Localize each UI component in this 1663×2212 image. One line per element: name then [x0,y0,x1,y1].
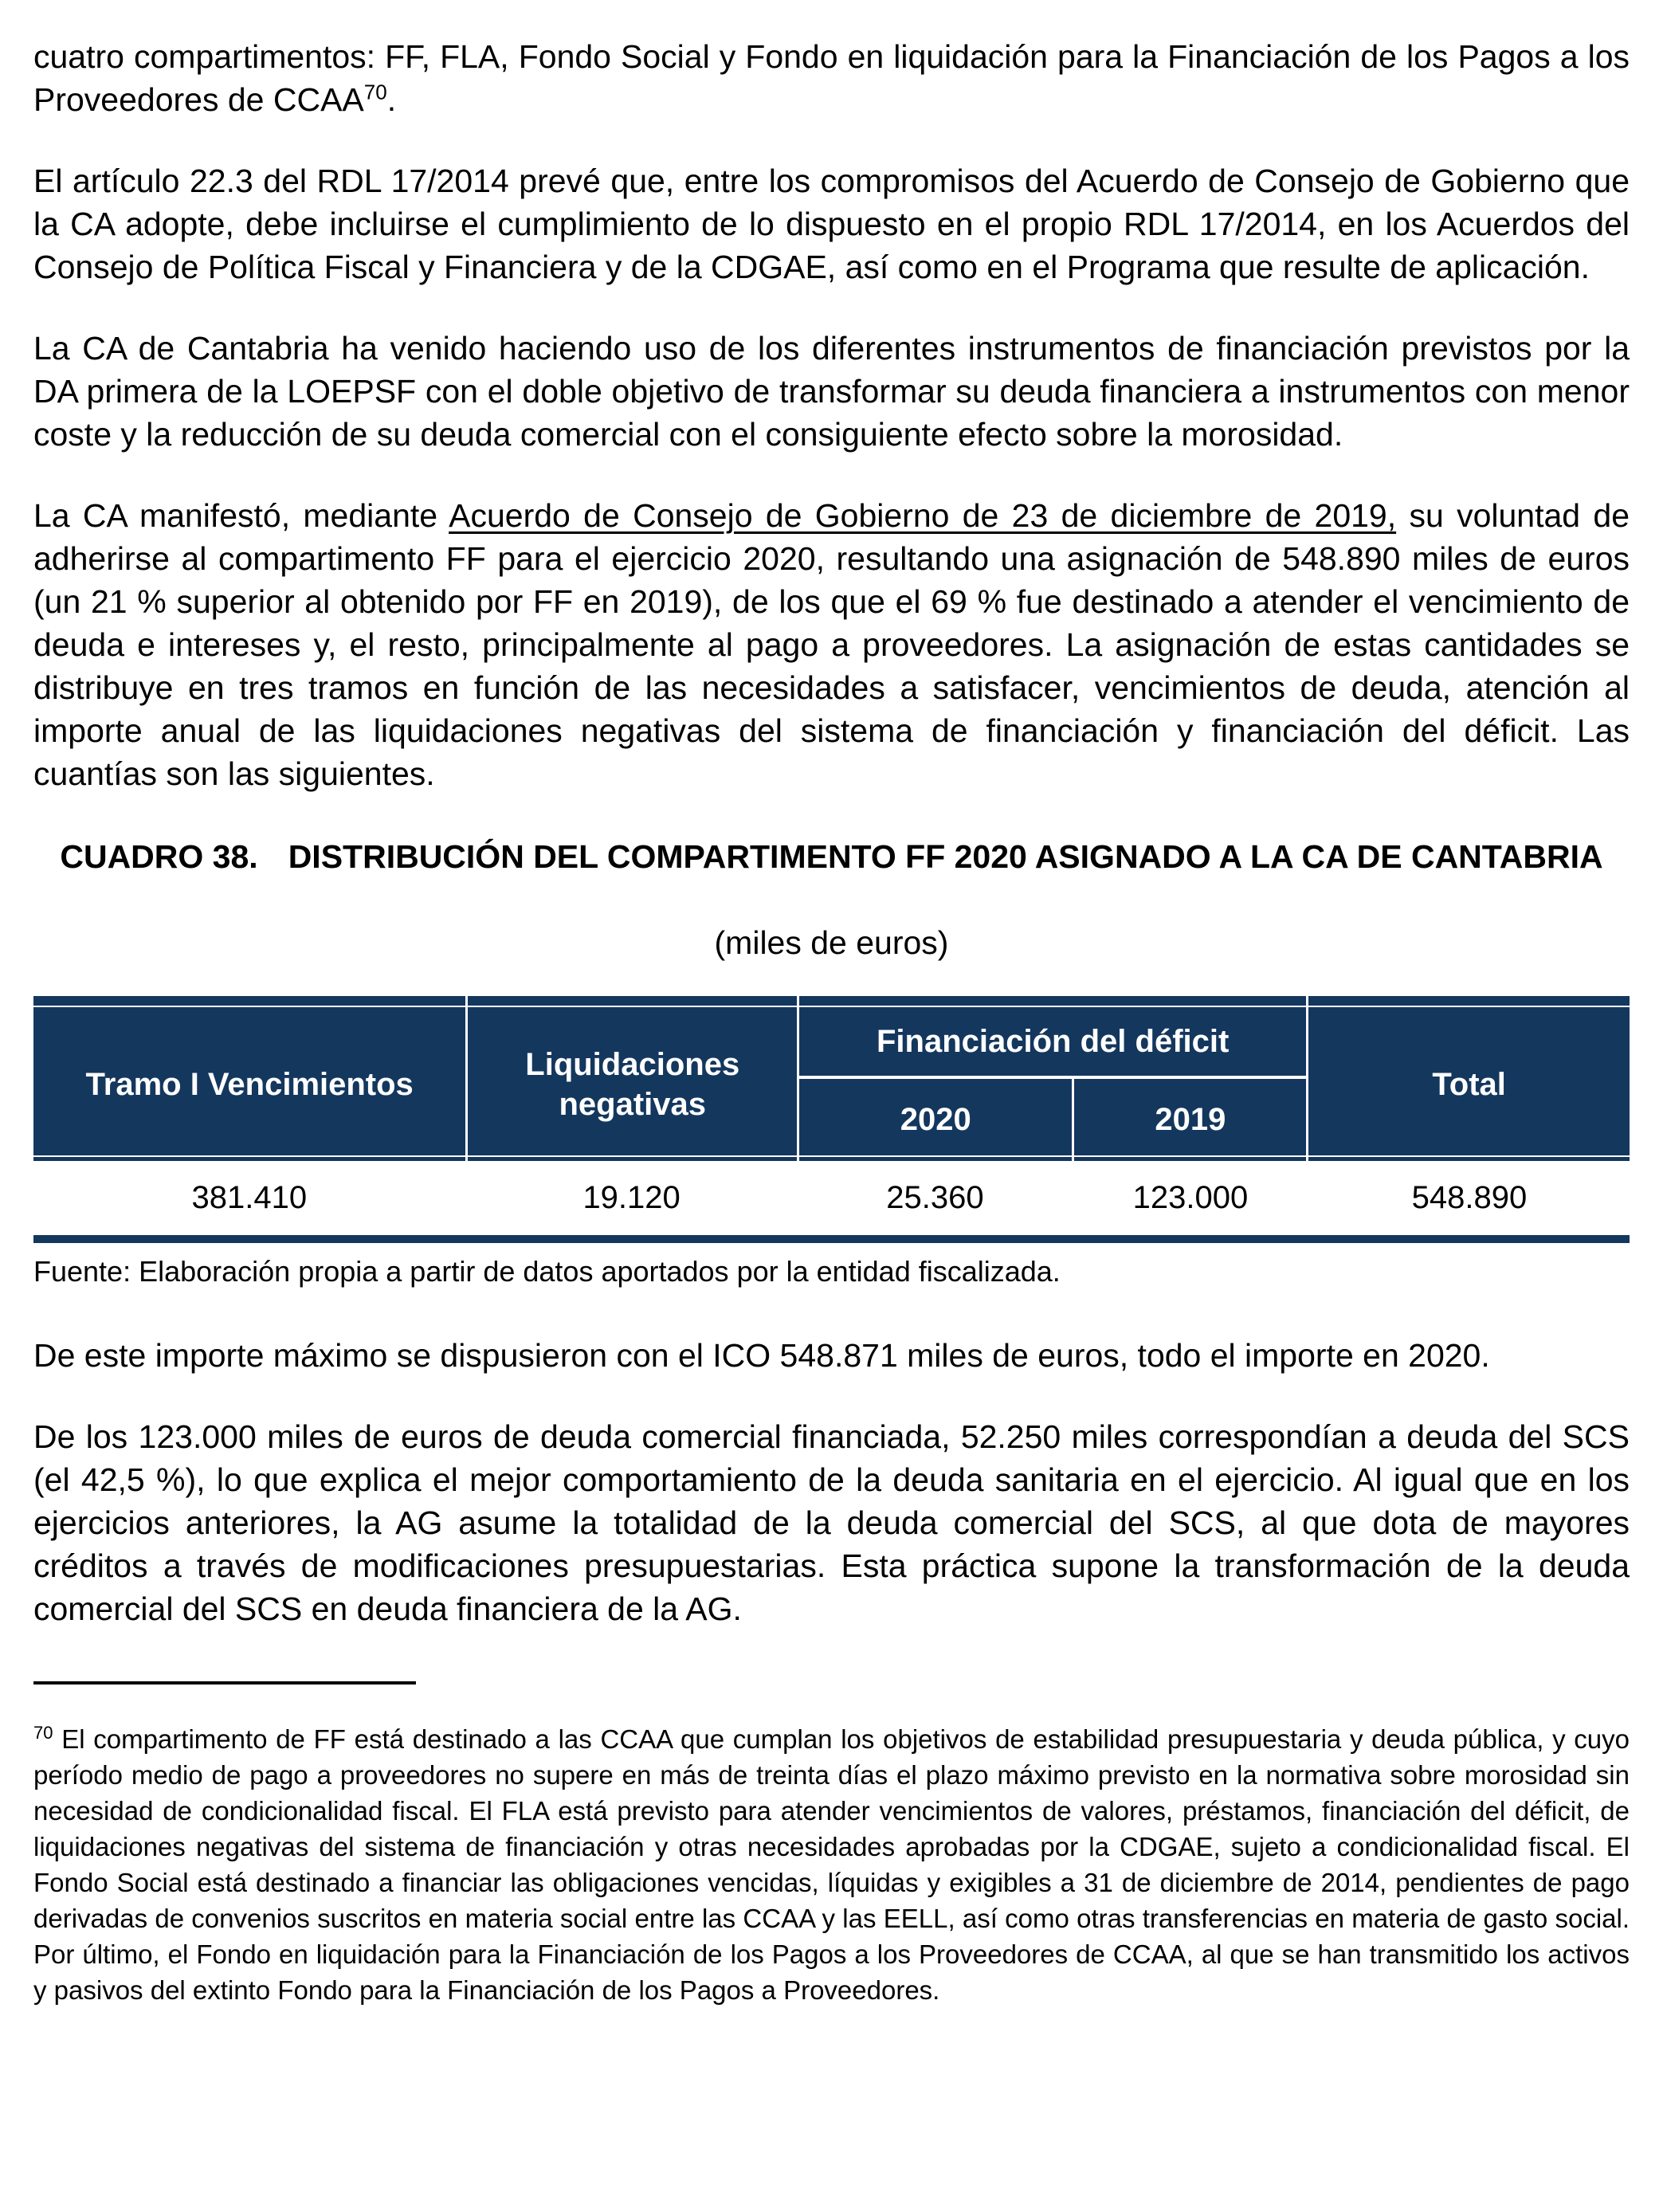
footnote-70-text: El compartimento de FF está destinado a las CCAA que cumplan los objetivos de estabilidad presupuestaria y deuda pública, y cuyo período medio de pago a proveedores no supere en más de treinta días el plazo máximo previsto en la normativa sobre morosidad sin necesidad de condicionalidad fiscal. El FLA está previsto para atender vencimientos de valores, préstamos, financiación del déficit, de liquidaciones negativas del sistema de financiación y otras necesidades aprobadas por la CDGAE, sujeto a condicionalidad fiscal. El Fondo Social está destinado a financiar las obligaciones vencidas, líquidas y exigibles a 31 de diciembre de 2014, pendientes de pago derivadas de convenios suscritos en materia social entre las CCAA y las EELL, así como otras transferencias en materia de gasto social. Por último, el Fondo en liquidación para la Financiación de los Pagos a los Proveedores de CCAA, al que se han transmitido los activos y pasivos del extinto Fondo para la Financiación de los Pagos a Proveedores. [33,1724,1630,2005]
table-caption-title: DISTRIBUCIÓN DEL COMPARTIMENTO FF 2020 ASIGNADO A LA CA DE CANTABRIA [288,838,1603,875]
table-header-total: Total [1308,996,1630,1161]
paragraph-acuerdo-after: su voluntad de adherirse al compartimento FF para el ejercicio 2020, resultando una asignación de 548.890 miles de euros (un 21 % superior al obtenido por FF en 2019), de los que el 69 % fue destinado a atender el vencimiento de deuda e intereses y, el resto, principalmente al pago a proveedores. La asignación de estas cantidades se distribuye en tres tramos en función de las necesidades a satisfacer, vencimientos de deuda, atención al importe anual de las liquidaciones negativas del sistema de financiación y financiación del déficit. Las cuantías son las siguientes. [33,497,1630,792]
paragraph-deuda-comercial: De los 123.000 miles de euros de deuda comercial financiada, 52.250 miles correspondían a deuda del SCS (el 42,5 %), lo que explica el mejor comportamiento de la deuda sanitaria en el ejercicio. Al igual que en los ejercicios anteriores, la AG asume la totalidad de la deuda comercial del SCS, al que dota de mayores créditos a través de modificaciones presupuestarias. Esta práctica supone la transformación de la deuda comercial del SCS en deuda financiera de la AG. [33,1418,1630,1627]
table-header-subrow [799,1079,1306,1161]
table-data-row [33,1161,1630,1235]
table-header-liquidaciones: Liquidaciones negativas [468,996,797,1161]
cuadro-38-table [33,996,1630,1243]
cell-tramo-value: 381.410 [33,1161,465,1235]
cell-liquidaciones-value: 19.120 [468,1161,796,1235]
underlined-acuerdo-consejo: Acuerdo de Consejo de Gobierno de 23 de diciembre de 2019, [449,497,1397,534]
table-caption-label: CUADRO 38. [60,838,258,875]
table-header-deficit-label: Financiación del déficit [877,1023,1230,1059]
paragraph-intro-text: cuatro compartimentos: FF, FLA, Fondo Social y Fondo en liquidación para la Financiación de los Pagos a los Proveedores de CCAA [33,38,1630,118]
paragraph-acuerdo-2019 [33,494,1630,795]
footnote-separator [33,1681,416,1684]
table-bottom-border [33,1235,1630,1243]
table-units-note: (miles de euros) [714,924,949,961]
cell-total-value: 548.890 [1309,1161,1630,1235]
table-header-tramo: Tramo I Vencimientos [33,996,465,1161]
footnote-70 [33,1721,1630,2008]
cell-2019-value: 123.000 [1074,1161,1307,1235]
paragraph-acuerdo-before: La CA manifestó, mediante [33,497,449,534]
table-caption [33,833,1630,880]
table-header-row [33,996,1630,1161]
table-header-group-deficit [799,996,1306,1161]
footnote-ref-70: 70 [363,80,387,104]
table-header-2019: 2019 [1155,1102,1226,1137]
table-header-2020: 2020 [900,1102,971,1137]
cell-2020-value: 25.360 [798,1161,1072,1235]
paragraph-intro [33,35,1630,121]
paragraph-intro-end: . [386,81,397,118]
paragraph-articulo-22-3: El artículo 22.3 del RDL 17/2014 prevé que, entre los compromisos del Acuerdo de Consejo de Gobierno que la CA adopte, debe incluirse el cumplimiento de lo dispuesto en el propio RDL 17/2014, en los Acuerdos del Consejo de Política Fiscal y Financiera y de la CDGAE, así como en el Programa que resulte de aplicación. [33,163,1630,285]
footnote-70-marker: 70 [33,1723,53,1743]
table-source-note: Fuente: Elaboración propia a partir de datos aportados por la entidad fiscalizada. [33,1255,1061,1288]
paragraph-ico: De este importe máximo se dispusieron con el ICO 548.871 miles de euros, todo el importe en 2020. [33,1337,1490,1374]
paragraph-ca-cantabria: La CA de Cantabria ha venido haciendo uso de los diferentes instrumentos de financiación previstos por la DA primera de la LOEPSF con el doble objetivo de transformar su deuda financiera a instrumentos con menor coste y la reducción de su deuda comercial con el consiguiente efecto sobre la morosidad. [33,330,1630,453]
